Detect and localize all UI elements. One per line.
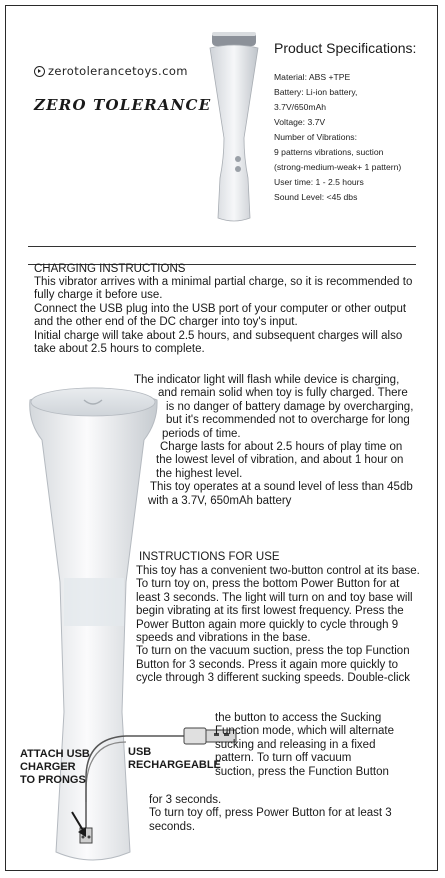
text-line: Button for 3 seconds. Press it again more quickly to	[136, 658, 399, 671]
spec-line: Number of Vibrations:	[274, 132, 357, 142]
spec-line: 9 patterns vibrations, suction	[274, 147, 384, 157]
text-line: Power Button again more quickly to cycle through 9	[136, 618, 399, 631]
text-line: the lowest level of vibration, and about 1 hour on	[156, 454, 404, 467]
specs-title: Product Specifications:	[274, 40, 417, 56]
text-line: This toy operates at a sound level of less than 45db	[150, 481, 413, 494]
spec-line: Battery: Li-ion battery,	[274, 87, 358, 97]
text-line: sucking and releasing in a fixed	[215, 738, 376, 751]
charging-body	[34, 276, 419, 356]
spec-line: Voltage: 3.7V	[274, 117, 326, 127]
text-line: This toy has a convenient two-button control at its base.	[136, 565, 420, 577]
charging-heading: CHARGING INSTRUCTIONS	[34, 263, 186, 275]
text-line: To turn toy on, press the bottom Power Button for at	[136, 578, 400, 591]
charging-paragraph: This vibrator arrives with a minimal partial charge, so it is recommended to fully charge it before use.	[34, 276, 413, 302]
text-line: speeds and vibrations in the base.	[136, 632, 311, 645]
website-url-text: zerotolerancetoys.com	[48, 64, 188, 78]
text-line: least 3 seconds. The light will turn on and toy base will	[136, 591, 413, 604]
text-line: with a 3.7V, 650mAh battery	[148, 494, 292, 507]
text-line: the highest level.	[156, 467, 243, 480]
callout-line: TO PRONGS	[20, 774, 86, 786]
callout-line: USB	[128, 746, 152, 758]
specs-list	[274, 70, 434, 205]
product-image-small	[204, 28, 264, 228]
text-line: cycle through 3 different sucking speeds. Double-click	[136, 672, 411, 685]
brand-logo: ZERO TOLERANCE	[34, 96, 212, 114]
website-url	[34, 64, 188, 78]
spec-line: User time: 1 - 2.5 hours	[274, 177, 364, 187]
text-line: is no danger of battery damage by overcharging,	[166, 400, 414, 413]
text-line: begin vibrating at its first lowest frequency. Press the	[136, 605, 404, 618]
divider-top	[28, 246, 416, 247]
power-button-icon	[235, 166, 241, 172]
text-line: Charge lasts for about 2.5 hours of play time on	[160, 441, 403, 454]
text-line: pattern. To turn off vacuum	[215, 752, 352, 765]
attach-charger-callout	[20, 748, 90, 787]
spec-line: Sound Level: <45 dbs	[274, 192, 358, 202]
callout-line: RECHARGEABLE	[128, 759, 221, 771]
usb-rechargeable-callout	[128, 746, 221, 772]
function-button-icon	[235, 156, 241, 162]
text-line: but it's recommended not to overcharge for long	[166, 414, 410, 427]
spec-line: 3.7V/650mAh	[274, 102, 327, 112]
text-line: To turn toy off, press Power Button for at least 3	[149, 807, 392, 820]
indicator-text	[134, 374, 420, 508]
usage-tail	[215, 712, 425, 779]
charging-paragraph: Initial charge will take about 2.5 hours, and subsequent charges will also take about 2.5 hours to complete.	[34, 329, 403, 356]
text-line: for 3 seconds.	[149, 794, 222, 806]
usage-heading: INSTRUCTIONS FOR USE	[139, 551, 280, 563]
text-line: seconds.	[149, 820, 196, 833]
instruction-sheet	[5, 5, 438, 871]
text-line: To turn on the vacuum suction, press the top Function	[136, 645, 410, 658]
spec-line: (strong-medium-weak+ 1 pattern)	[274, 162, 402, 172]
usage-body	[136, 565, 421, 686]
text-line: and remain solid when toy is fully charged. There	[158, 387, 408, 400]
callout-line: CHARGER	[20, 761, 76, 773]
text-line: suction, press the Function Button	[215, 765, 389, 778]
usage-end	[149, 794, 399, 834]
text-line: the button to access the Sucking	[215, 712, 382, 724]
text-line: periods of time.	[162, 427, 241, 440]
text-line: The indicator light will flash while device is charging,	[134, 374, 400, 386]
arrow-icon	[66, 808, 96, 840]
charging-paragraph: Connect the USB plug into the USB port of your computer or other output and the other end of the DC charger into toy's input.	[34, 302, 407, 329]
play-circle-icon	[34, 66, 45, 77]
callout-line: ATTACH USB	[20, 748, 90, 760]
spec-line: Material: ABS +TPE	[274, 72, 351, 82]
text-line: Function mode, which will alternate	[215, 725, 394, 738]
